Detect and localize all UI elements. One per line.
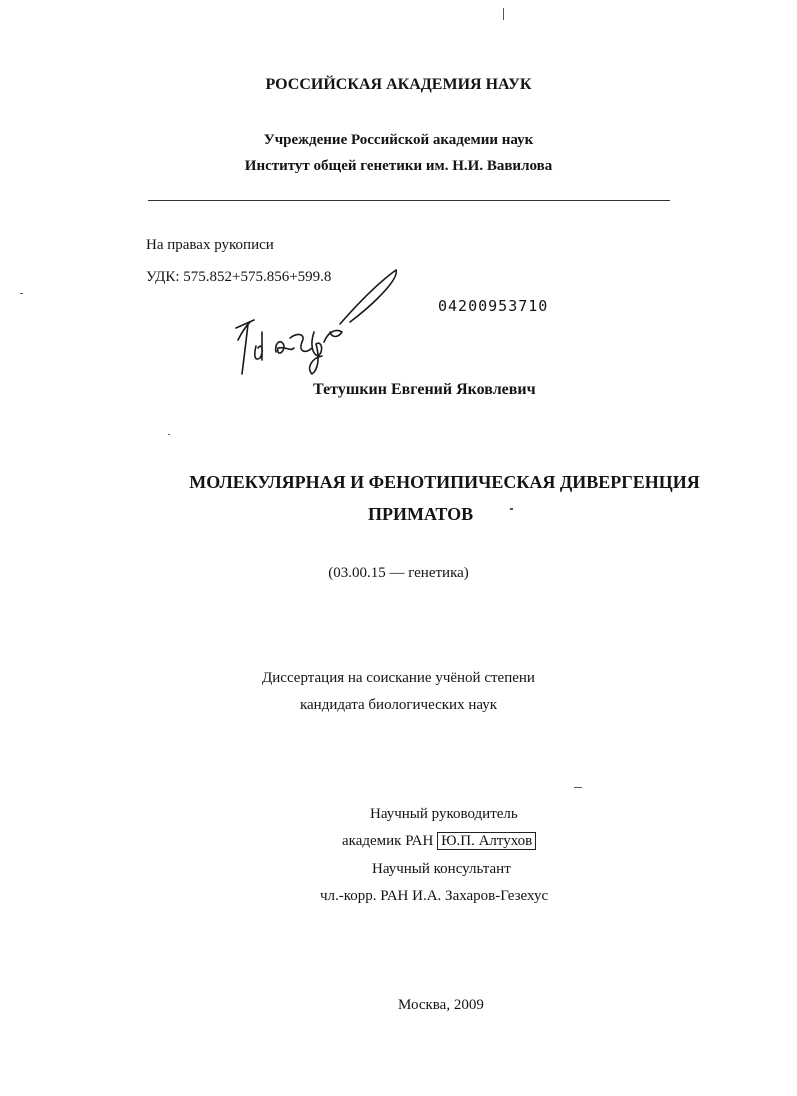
institution-line-1: Учреждение Российской академии наук bbox=[263, 132, 534, 148]
specialty-code: (03.00.15 — генетика) bbox=[328, 565, 469, 581]
degree-line-1: Диссертация на соискание учёной степени bbox=[262, 670, 535, 686]
consultant-label: Научный консультант bbox=[372, 861, 511, 877]
city-year: Москва, 2009 bbox=[398, 997, 484, 1013]
supervisor-line bbox=[342, 833, 536, 850]
scan-mark bbox=[510, 508, 513, 510]
scan-mark bbox=[574, 787, 582, 788]
scan-mark bbox=[168, 434, 170, 435]
institution-line-2: Институт общей генетики им. Н.И. Вавилова bbox=[244, 158, 553, 174]
author-signature bbox=[228, 262, 408, 384]
consultant-name: чл.-корр. РАН И.А. Захаров-Гезехус bbox=[320, 888, 549, 904]
scan-mark bbox=[20, 293, 23, 294]
catalog-number: 04200953710 bbox=[438, 297, 549, 315]
supervisor-label: Научный руководитель bbox=[370, 806, 518, 822]
academy-name: РОССИЙСКАЯ АКАДЕМИЯ НАУК bbox=[265, 76, 532, 93]
degree-line-2: кандидата биологических наук bbox=[299, 697, 498, 713]
rights-note: На правах рукописи bbox=[146, 237, 274, 253]
supervisor-name: Ю.П. Алтухов bbox=[437, 832, 536, 850]
supervisor-prefix: академик РАН bbox=[342, 833, 434, 849]
udk-code: УДК: 575.852+575.856+599.8 bbox=[146, 269, 332, 285]
dissertation-title-line-2: ПРИМАТОВ bbox=[368, 504, 474, 524]
dissertation-title-line-1: МОЛЕКУЛЯРНАЯ И ФЕНОТИПИЧЕСКАЯ ДИВЕРГЕНЦИЯ bbox=[189, 472, 700, 492]
author-name: Тетушкин Евгений Яковлевич bbox=[313, 381, 536, 398]
header-divider bbox=[148, 200, 670, 201]
scan-mark bbox=[503, 8, 504, 20]
